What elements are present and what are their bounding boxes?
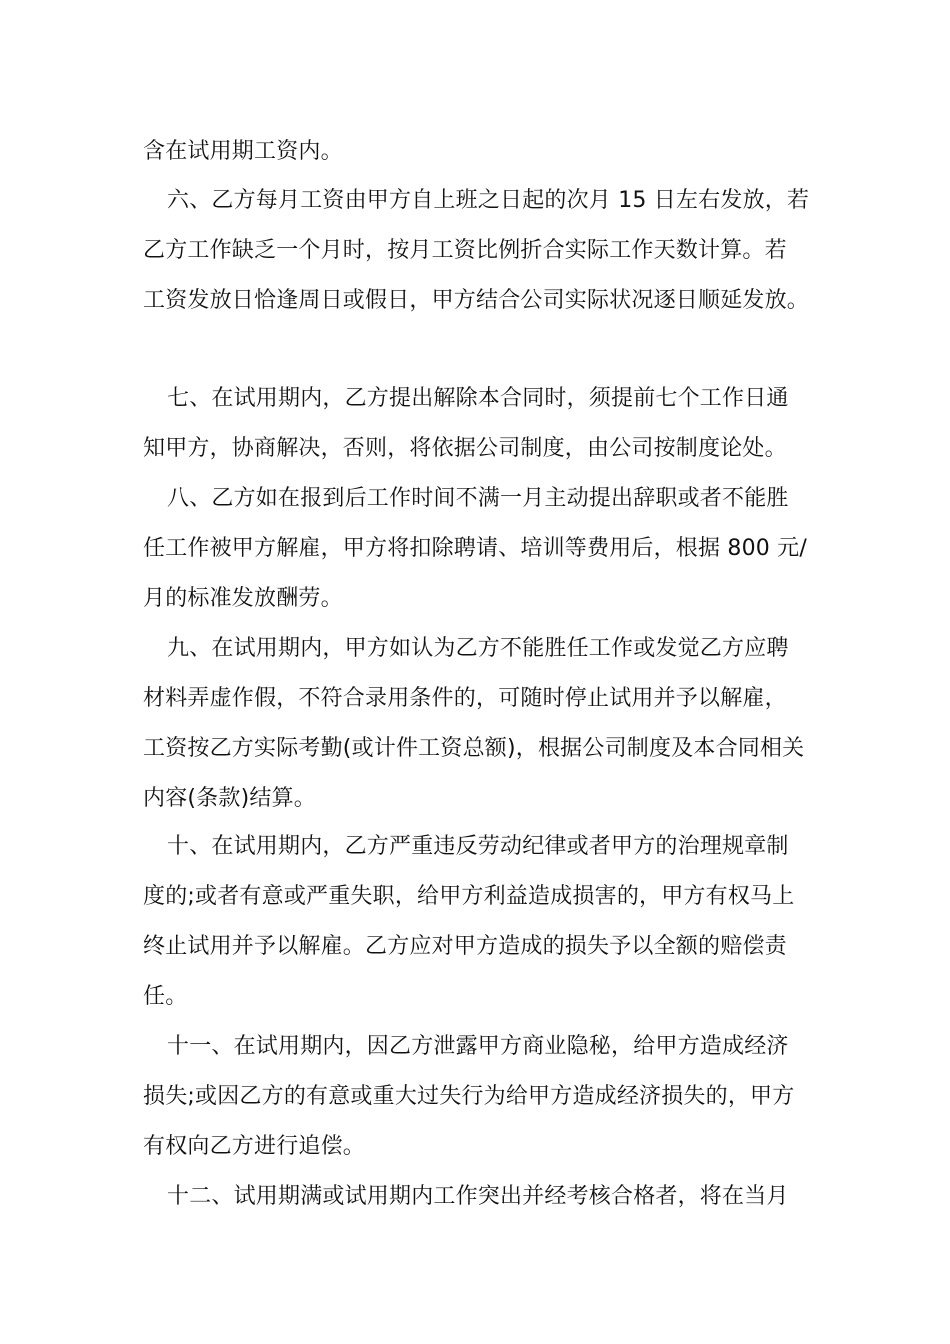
clause-6-line-2: 乙方工作缺乏一个月时，按月工资比例折合实际工作天数计算。若 xyxy=(143,238,787,263)
clause-11-line-3: 有权向乙方进行追偿。 xyxy=(143,1134,366,1159)
clause-6-line-3: 工资发放日恰逢周日或假日，甲方结合公司实际状况逐日顺延发放。 xyxy=(143,288,810,313)
clause-10-line-2: 度的;或者有意或严重失职，给甲方利益造成损害的，甲方有权马上 xyxy=(143,884,795,909)
clause-10-line-3: 终止试用并予以解雇。乙方应对甲方造成的损失予以全额的赔偿责 xyxy=(143,934,787,959)
clause-6-line-1: 六、乙方每月工资由甲方自上班之日起的次月 15 日左右发放，若 xyxy=(167,188,810,213)
clause-9-line-1: 九、在试用期内，甲方如认为乙方不能胜任工作或发觉乙方应聘 xyxy=(167,636,789,661)
clause-11-line-1: 十一、在试用期内，因乙方泄露甲方商业隐秘，给甲方造成经济 xyxy=(167,1034,789,1059)
text-line: 含在试用期工资内。 xyxy=(143,139,343,164)
clause-7-line-2: 知甲方，协商解决，否则，将依据公司制度，由公司按制度论处。 xyxy=(143,436,787,461)
clause-12-line-1: 十二、试用期满或试用期内工作突出并经考核合格者，将在当月 xyxy=(167,1184,789,1209)
clause-8-line-2: 任工作被甲方解雇，甲方将扣除聘请、培训等费用后，根据 800 元/ xyxy=(143,536,807,561)
clause-9-line-2: 材料弄虚作假，不符合录用条件的，可随时停止试用并予以解雇， xyxy=(143,686,787,711)
clause-8-line-3: 月的标准发放酬劳。 xyxy=(143,586,343,611)
clause-7-line-1: 七、在试用期内，乙方提出解除本合同时，须提前七个工作日通 xyxy=(167,386,789,411)
clause-10-line-4: 任。 xyxy=(143,984,188,1009)
clause-8-line-1: 八、乙方如在报到后工作时间不满一月主动提出辞职或者不能胜 xyxy=(167,486,789,511)
clause-10-line-1: 十、在试用期内，乙方严重违反劳动纪律或者甲方的治理规章制 xyxy=(167,834,789,859)
clause-9-line-3: 工资按乙方实际考勤(或计件工资总额)，根据公司制度及本合同相关 xyxy=(143,736,805,761)
clause-9-line-4: 内容(条款)结算。 xyxy=(143,786,316,811)
clause-11-line-2: 损失;或因乙方的有意或重大过失行为给甲方造成经济损失的，甲方 xyxy=(143,1084,795,1109)
